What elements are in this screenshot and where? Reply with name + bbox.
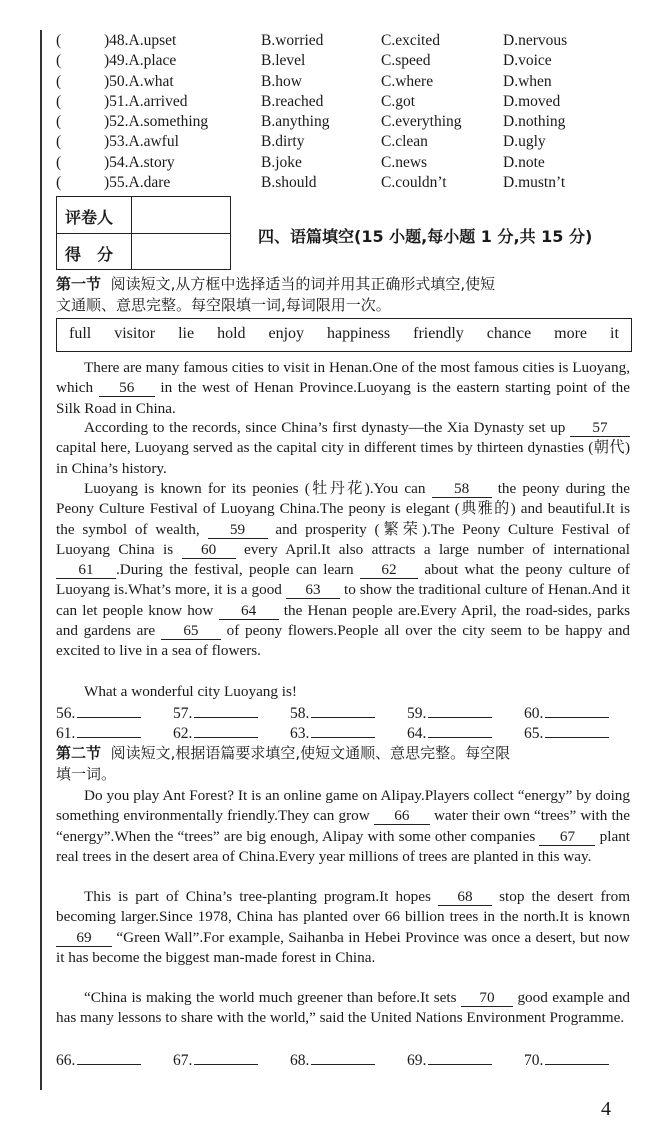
blank-66[interactable]: 66 bbox=[374, 807, 430, 825]
blank-64[interactable]: 64 bbox=[219, 602, 279, 620]
option-d: D.moved bbox=[503, 92, 561, 110]
choice-row bbox=[56, 154, 636, 174]
page-number: 4 bbox=[601, 1098, 611, 1120]
passage-text: the Henan people are.Every April, the road-sides, parks and gardens are bbox=[56, 601, 630, 640]
blank-63[interactable]: 63 bbox=[286, 581, 340, 599]
answer-label: 65. bbox=[524, 725, 544, 742]
blank-67[interactable]: 67 bbox=[539, 828, 595, 846]
answer-label: 56. bbox=[56, 705, 76, 722]
part2-heading: 第二节 bbox=[56, 744, 102, 762]
passage-paragraph bbox=[56, 988, 630, 1029]
choice-row bbox=[56, 52, 636, 72]
passage-paragraph bbox=[56, 786, 630, 867]
blank-58[interactable]: 58 bbox=[432, 480, 492, 498]
answer-paren[interactable]: ( bbox=[56, 153, 62, 171]
answer-line[interactable] bbox=[194, 703, 258, 718]
passage-text: in the west of Henan Province.Luoyang is the eastern starting point of the Silk Road in China. bbox=[56, 379, 631, 417]
answer-label: 64. bbox=[407, 725, 427, 742]
passage-text: plant real trees in the desert area of China.Every year millions of trees are planted in this way. bbox=[56, 827, 631, 865]
answer-line[interactable] bbox=[428, 723, 492, 738]
passage-text: the peony during the Peony Culture Festival of Luoyang China.The peony is elegant (典雅的) and beautiful.It is the symbol of wealth, bbox=[56, 480, 630, 538]
passage-text: .During the festival, people can learn bbox=[116, 561, 354, 579]
divider bbox=[131, 197, 132, 269]
option-d: D.nervous bbox=[503, 32, 568, 49]
option-c: C.clean bbox=[381, 133, 428, 151]
passage-text: and prosperity (繁荣).The Peony Culture Festival of Luoyang China is bbox=[56, 520, 630, 558]
passage-text: every April.It also attracts a large number of international bbox=[243, 540, 630, 558]
blank-62[interactable]: 62 bbox=[360, 561, 418, 579]
passage-text: According to the records, since China’s first dynasty—the Xia Dynasty set up bbox=[84, 419, 566, 436]
instruction-line: 填一词。 bbox=[56, 765, 117, 783]
answer-label: 60. bbox=[524, 705, 544, 722]
choice-list bbox=[56, 32, 636, 194]
instruction-line: 阅读短文,从方框中选择适当的词并用其正确形式填空,使短 bbox=[110, 275, 496, 293]
answer-paren[interactable]: ( bbox=[56, 72, 62, 90]
instruction-line: 文通顺、意思完整。每空限填一词,每词限用一次。 bbox=[56, 296, 391, 314]
answer-row bbox=[56, 1050, 636, 1070]
answer-line[interactable] bbox=[545, 703, 609, 718]
passage-text: to show the traditional culture of Henan.And it can let people know how bbox=[56, 581, 630, 619]
section-title: 四、语篇填空(15 小题,每小题 1 分,共 15 分) bbox=[258, 227, 593, 246]
reviewer-label: 评卷人 bbox=[65, 208, 114, 227]
option-c: C.everything bbox=[381, 113, 462, 131]
instruction-line: 阅读短文,根据语篇要求填空,使短文通顺、意思完整。每空限 bbox=[110, 744, 511, 762]
margin-line bbox=[40, 30, 42, 1090]
choice-row bbox=[56, 93, 636, 113]
answer-label: 66. bbox=[56, 1052, 76, 1069]
score-box bbox=[56, 196, 231, 270]
passage-paragraph bbox=[56, 358, 630, 419]
choice-row bbox=[56, 133, 636, 153]
answer-label: 58. bbox=[290, 705, 310, 722]
word-bank-item: friendly bbox=[413, 325, 464, 342]
answer-line[interactable] bbox=[545, 723, 609, 738]
option-d: D.ugly bbox=[503, 133, 546, 151]
answer-line[interactable] bbox=[194, 1050, 258, 1065]
answer-line[interactable] bbox=[311, 1050, 375, 1065]
option-a: )49.A.place bbox=[104, 52, 177, 70]
passage-text: about what the peony culture of Luoyang is.What’s more, it is a good bbox=[56, 561, 630, 599]
part2-instruction bbox=[56, 743, 634, 785]
passage-text: stop the desert from becoming larger.Since 1978, China has planted over 66 billion trees in the north.It is known bbox=[56, 888, 631, 926]
answer-line[interactable] bbox=[428, 1050, 492, 1065]
answer-label: 69. bbox=[407, 1052, 427, 1069]
passage-text: “China is making the world much greener than before.It sets bbox=[84, 989, 457, 1006]
answer-label: 67. bbox=[173, 1052, 193, 1069]
option-a: )53.A.awful bbox=[104, 133, 179, 151]
option-d: D.nothing bbox=[503, 113, 566, 131]
option-d: D.when bbox=[503, 72, 552, 90]
blank-61[interactable]: 61 bbox=[56, 561, 116, 579]
answer-paren[interactable]: ( bbox=[56, 113, 62, 131]
answer-paren[interactable]: ( bbox=[56, 174, 62, 192]
option-b: B.should bbox=[261, 174, 317, 192]
word-bank-item: it bbox=[610, 325, 619, 342]
option-b: B.anything bbox=[261, 113, 330, 131]
option-d: D.voice bbox=[503, 52, 552, 70]
word-bank-item: full bbox=[69, 325, 92, 342]
blank-60[interactable]: 60 bbox=[182, 541, 236, 559]
answer-label: 62. bbox=[173, 725, 193, 742]
passage-paragraph bbox=[56, 479, 630, 662]
word-bank-item: lie bbox=[178, 325, 195, 342]
answer-label: 57. bbox=[173, 705, 193, 722]
choice-row bbox=[56, 32, 636, 52]
blank-69[interactable]: 69 bbox=[56, 929, 112, 947]
answer-line[interactable] bbox=[545, 1050, 609, 1065]
passage-text: capital here, Luoyang served as the capital city in different times by thirteen dynasties (朝代) in China’s history. bbox=[56, 439, 630, 477]
word-bank-item: enjoy bbox=[268, 325, 305, 342]
answer-line[interactable] bbox=[194, 723, 258, 738]
option-b: B.joke bbox=[261, 153, 302, 171]
answer-paren[interactable]: ( bbox=[56, 32, 62, 49]
option-b: B.dirty bbox=[261, 133, 305, 151]
option-b: B.reached bbox=[261, 92, 324, 110]
answer-paren[interactable]: ( bbox=[56, 92, 62, 110]
blank-57[interactable]: 57 bbox=[570, 419, 630, 437]
word-bank-item: hold bbox=[217, 325, 246, 342]
answer-label: 68. bbox=[290, 1052, 310, 1069]
passage-text: of peony flowers.People all over the city seem to be happy and excited to live in a sea of flowers. bbox=[56, 622, 631, 660]
answer-row bbox=[56, 723, 636, 743]
choice-row bbox=[56, 174, 636, 194]
blank-68[interactable]: 68 bbox=[438, 888, 492, 906]
answer-line[interactable] bbox=[311, 723, 375, 738]
option-b: B.how bbox=[261, 72, 302, 90]
word-bank bbox=[56, 318, 632, 352]
option-a: )54.A.story bbox=[104, 153, 175, 171]
passage-text: good example and has many lessons to share with the world,” said the United Nations Environment Programme. bbox=[56, 989, 631, 1027]
option-c: C.couldn’t bbox=[381, 174, 447, 192]
answer-line[interactable] bbox=[77, 1050, 141, 1065]
passage-text: “Green Wall”.For example, Saihanba in Hebei Province was once a desert, but now it has become the biggest man-made forest in China. bbox=[56, 928, 630, 966]
option-d: D.mustn’t bbox=[503, 174, 566, 192]
blank-56[interactable]: 56 bbox=[99, 379, 155, 397]
option-c: C.where bbox=[381, 72, 434, 90]
answer-line[interactable] bbox=[428, 703, 492, 718]
part1-heading: 第一节 bbox=[56, 275, 102, 293]
option-b: B.level bbox=[261, 52, 306, 70]
word-bank-item: visitor bbox=[114, 325, 156, 342]
passage-text: There are many famous cities to visit in Henan.One of the most famous cities is Luoyang, which bbox=[56, 359, 630, 397]
word-bank-item: happiness bbox=[327, 325, 391, 342]
option-c: C.excited bbox=[381, 32, 440, 49]
option-d: D.note bbox=[503, 153, 545, 171]
option-a: )48.A.upset bbox=[104, 32, 177, 49]
passage-text: water their own “trees” with the “energy”.When the “trees” are big enough, Alipay with some other companies bbox=[56, 807, 630, 845]
answer-line[interactable] bbox=[77, 723, 141, 738]
word-bank-item: chance bbox=[486, 325, 532, 342]
score-label: 得 分 bbox=[65, 245, 114, 264]
option-a: )52.A.something bbox=[104, 113, 209, 131]
answer-label: 61. bbox=[56, 725, 76, 742]
choice-row bbox=[56, 113, 636, 133]
blank-65[interactable]: 65 bbox=[161, 622, 221, 640]
answer-line[interactable] bbox=[311, 703, 375, 718]
answer-paren[interactable]: ( bbox=[56, 133, 62, 151]
part1-instruction bbox=[56, 274, 634, 316]
passage-text: This is part of China’s tree-planting program.It hopes bbox=[84, 888, 431, 905]
passage-text: Do you play Ant Forest? It is an online game on Alipay.Players collect “energy” by doing something environmentally friendly.They can grow bbox=[56, 787, 630, 825]
answer-paren[interactable]: ( bbox=[56, 52, 62, 70]
option-c: C.got bbox=[381, 92, 416, 110]
option-b: B.worried bbox=[261, 32, 324, 49]
passage-text: Luoyang is known for its peonies (牡丹花).You can bbox=[84, 480, 426, 497]
answer-label: 63. bbox=[290, 725, 310, 742]
passage-paragraph bbox=[56, 682, 630, 702]
answer-label: 70. bbox=[524, 1052, 544, 1069]
choice-row bbox=[56, 73, 636, 93]
blank-59[interactable]: 59 bbox=[208, 521, 268, 539]
option-c: C.speed bbox=[381, 52, 431, 70]
answer-line[interactable] bbox=[77, 703, 141, 718]
answer-row bbox=[56, 703, 636, 723]
blank-70[interactable]: 70 bbox=[461, 989, 513, 1007]
passage-paragraph bbox=[56, 887, 630, 968]
option-a: )55.A.dare bbox=[104, 174, 171, 192]
option-a: )50.A.what bbox=[104, 72, 174, 90]
passage-paragraph bbox=[56, 418, 630, 479]
word-bank-item: more bbox=[554, 325, 588, 342]
option-a: )51.A.arrived bbox=[104, 92, 188, 110]
divider bbox=[57, 233, 230, 234]
answer-label: 59. bbox=[407, 705, 427, 722]
passage-text: What a wonderful city Luoyang is! bbox=[84, 683, 297, 700]
option-c: C.news bbox=[381, 153, 428, 171]
